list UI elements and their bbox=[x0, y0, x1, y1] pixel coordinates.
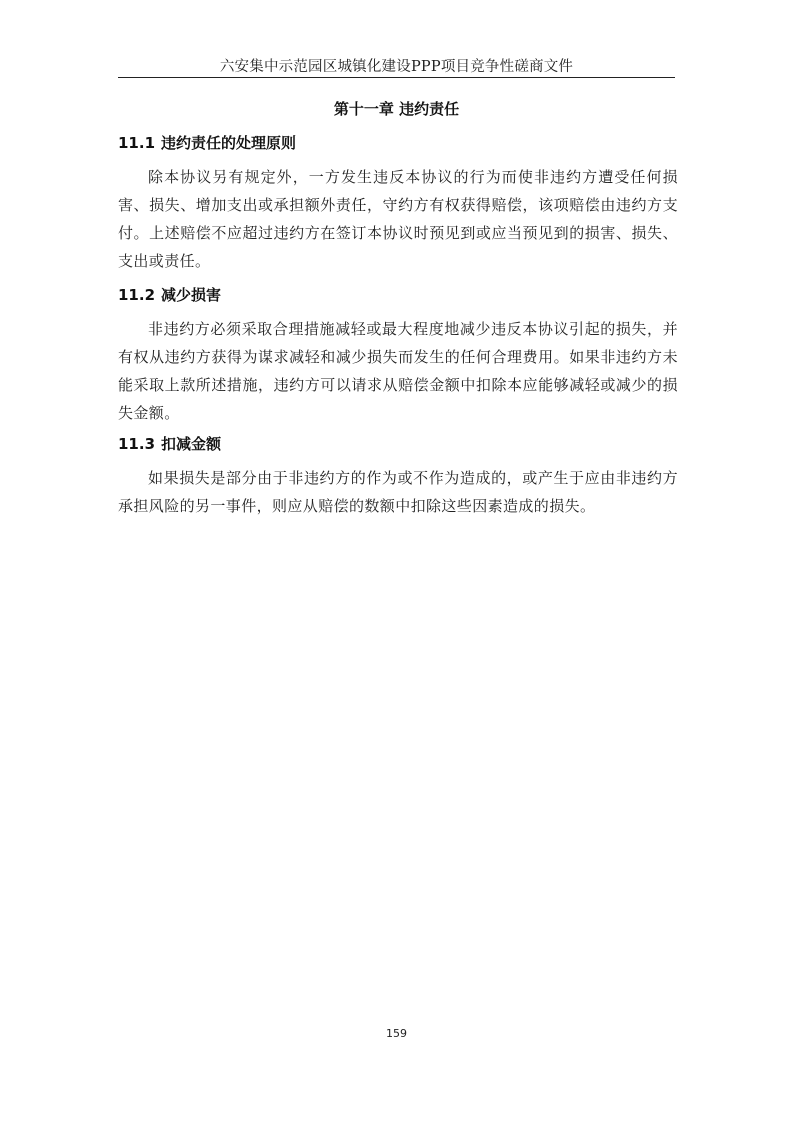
chapter-title: 第十一章 违约责任 bbox=[333, 100, 460, 118]
section-paragraph: 除本协议另有规定外，一方发生违反本协议的行为而使非违约方遭受任何损害、损失、增加支出或承担额外责任，守约方有权获得赔偿，该项赔偿由违约方支付。上述赔偿不应超过违约方在签订本协议时预见到或应当预见到的损害、损失、支出或责任。 bbox=[118, 168, 678, 270]
section-11-2 bbox=[118, 284, 678, 427]
section-number: 11.2 bbox=[118, 286, 156, 304]
header-rule bbox=[118, 77, 675, 78]
section-paragraph: 非违约方必须采取合理措施减轻或最大程度地减少违反本协议引起的损失，并有权从违约方获得为谋求减轻和减少损失而发生的任何合理费用。如果非违约方未能采取上款所述措施，违约方可以请求从赔偿金额中扣除本应能够减轻或减少的损失金额。 bbox=[118, 320, 678, 422]
section-11-1 bbox=[118, 132, 678, 275]
section-heading bbox=[118, 433, 678, 455]
section-heading bbox=[118, 284, 678, 306]
section-number: 11.3 bbox=[118, 435, 156, 453]
section-paragraph: 如果损失是部分由于非违约方的作为或不作为造成的，或产生于应由非违约方承担风险的另一事件，则应从赔偿的数额中扣除这些因素造成的损失。 bbox=[118, 469, 678, 515]
page-number: 159 bbox=[386, 1027, 407, 1040]
running-header: 六安集中示范园区城镇化建设PPP项目竞争性磋商文件 bbox=[219, 59, 574, 75]
section-title: 减少损害 bbox=[161, 286, 222, 304]
section-title: 扣减金额 bbox=[161, 435, 222, 453]
section-title: 违约责任的处理原则 bbox=[161, 134, 297, 152]
section-number: 11.1 bbox=[118, 134, 156, 152]
section-heading bbox=[118, 132, 678, 154]
section-11-3 bbox=[118, 433, 678, 520]
